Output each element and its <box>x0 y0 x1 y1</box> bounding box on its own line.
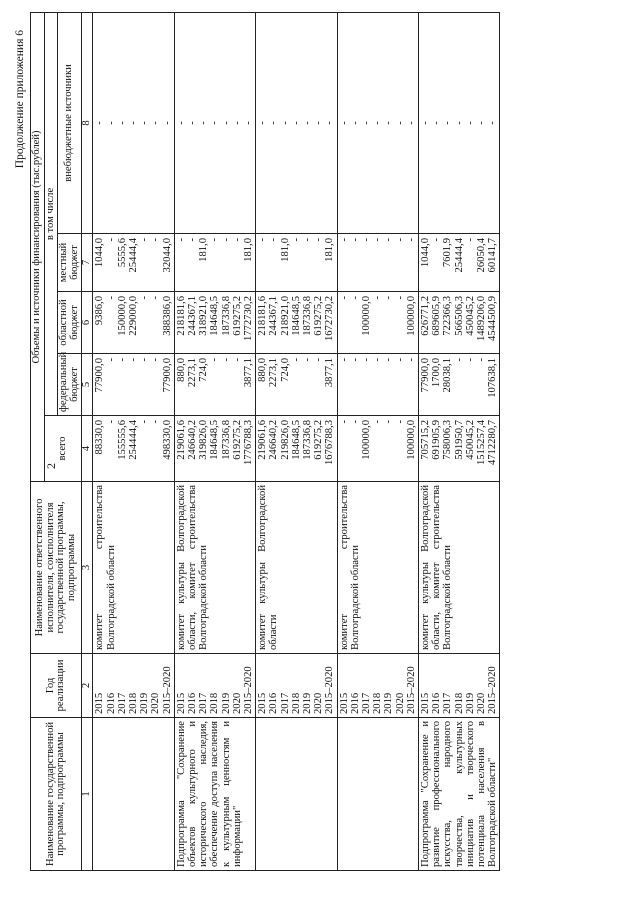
local-value: - <box>257 238 269 242</box>
local-value: 7601,9 <box>442 238 454 268</box>
regional-value: 619275,2 <box>231 296 243 336</box>
local-cell <box>256 234 337 292</box>
header-including: в том числе <box>44 12 58 415</box>
federal-value: - <box>361 358 373 362</box>
total-value: - <box>150 420 162 424</box>
table-row <box>256 12 337 870</box>
federal-value: 3877,1 <box>324 358 336 388</box>
local-value: - <box>383 238 395 242</box>
regional-value: 450045,2 <box>464 296 476 336</box>
total-value: 619275,2 <box>231 420 243 460</box>
total-value: 1776788,3 <box>243 420 255 466</box>
year-value: 2015–2020 <box>161 666 173 714</box>
total-value: 88330,0 <box>94 420 106 455</box>
local-value: 32044,0 <box>161 238 173 273</box>
extra-value: - <box>442 121 454 125</box>
extra-value: - <box>116 121 128 125</box>
year-value: 2015 <box>420 692 432 714</box>
local-value: - <box>431 238 443 242</box>
regional-value: 184648,5 <box>290 296 302 336</box>
federal-value: - <box>476 358 488 362</box>
extra-value: - <box>231 121 243 125</box>
regional-value: 9386,0 <box>94 296 106 326</box>
federal-value: - <box>209 358 221 362</box>
total-value: 187336,8 <box>220 420 232 460</box>
year-value: 2015–2020 <box>243 666 255 714</box>
local-value: - <box>349 238 361 242</box>
local-value: 5555,6 <box>116 238 128 268</box>
total-value: 187336,8 <box>302 420 314 460</box>
local-value: - <box>231 238 243 242</box>
year-value: 2019 <box>464 692 476 714</box>
regional-cell <box>256 292 337 354</box>
federal-cell <box>419 354 500 416</box>
years-cell <box>93 654 174 718</box>
total-value: 450045,2 <box>464 420 476 460</box>
extra-value: - <box>243 121 255 125</box>
table-row <box>93 12 174 870</box>
local-cell <box>174 234 255 292</box>
extra-value: - <box>453 121 465 125</box>
table-body <box>93 12 500 870</box>
total-value: 155555,6 <box>116 420 128 460</box>
year-value: 2020 <box>231 692 243 714</box>
total-value: 219826,0 <box>279 420 291 460</box>
year-value: 2020 <box>476 692 488 714</box>
regional-value: 619275,2 <box>313 296 325 336</box>
year-value: 2015 <box>257 692 269 714</box>
extra-value: - <box>198 121 210 125</box>
total-cell <box>93 416 174 482</box>
local-value: 60141,7 <box>487 238 499 273</box>
federal-value: 2273,1 <box>187 358 198 388</box>
regional-value: 566506,3 <box>453 296 465 336</box>
extra-value: - <box>175 121 187 125</box>
total-value: - <box>105 420 117 424</box>
years-cell <box>256 654 337 718</box>
extra-value: - <box>139 121 151 125</box>
total-value: 219061,6 <box>175 420 187 460</box>
extra-value: - <box>161 121 173 125</box>
local-value: - <box>187 238 198 242</box>
regional-value: 626771,2 <box>420 296 432 336</box>
federal-cell <box>337 354 418 416</box>
total-value: 100000,0 <box>361 420 373 460</box>
extra-value: - <box>94 121 106 125</box>
regional-value: 100000,0 <box>405 296 417 336</box>
total-value: - <box>394 420 406 424</box>
regional-value: 218921,0 <box>279 296 291 336</box>
extra-value: - <box>464 121 476 125</box>
extra-cell <box>419 12 500 233</box>
colnum: 5 <box>82 354 93 416</box>
total-value: 319826,0 <box>198 420 210 460</box>
year-value: 2017 <box>279 692 291 714</box>
program-name-cell <box>256 718 337 871</box>
federal-value: 2273,1 <box>268 358 280 388</box>
federal-value: 77900,0 <box>94 358 106 393</box>
federal-value: - <box>372 358 384 362</box>
extra-value: - <box>150 121 162 125</box>
total-value: 705715,2 <box>420 420 432 460</box>
regional-value: 722366,3 <box>442 296 454 336</box>
header-program: Наименование государственной программы, подпрограммы <box>31 718 82 871</box>
total-value: 1515257,4 <box>476 420 488 466</box>
local-value: - <box>372 238 384 242</box>
colnum: 1 <box>82 718 93 871</box>
regional-value: - <box>349 296 361 300</box>
regional-value: 1772730,2 <box>243 296 255 342</box>
year-value: 2018 <box>209 692 221 714</box>
regional-value: - <box>372 296 384 300</box>
year-value: 2015 <box>175 692 187 714</box>
local-value: 25444,4 <box>453 238 465 273</box>
executor-cell: комитет строительства Волгоградской области <box>337 482 418 654</box>
extra-value: - <box>290 121 302 125</box>
total-value: 498330,0 <box>161 420 173 460</box>
colnum: 2 <box>82 654 93 718</box>
federal-value: - <box>231 358 243 362</box>
year-value: 2019 <box>139 692 151 714</box>
extra-cell <box>174 12 255 233</box>
total-value: 184648,5 <box>290 420 302 460</box>
local-value: 181,0 <box>243 238 255 262</box>
federal-value: - <box>338 358 350 362</box>
regional-value: 1672730,2 <box>324 296 336 342</box>
local-value: - <box>361 238 373 242</box>
local-value: 1044,0 <box>420 238 432 268</box>
local-value: 181,0 <box>198 238 210 262</box>
column-numbers-row <box>82 12 93 870</box>
federal-value: - <box>453 358 465 362</box>
extra-value: - <box>324 121 336 125</box>
regional-value: - <box>150 296 162 300</box>
page-number: 2 <box>44 463 58 469</box>
years-cell <box>419 654 500 718</box>
year-value: 2015 <box>338 692 350 714</box>
header-regional: областной бюджет <box>58 292 82 354</box>
extra-value: - <box>338 121 350 125</box>
regional-value: 229000,0 <box>127 296 139 336</box>
federal-value: - <box>464 358 476 362</box>
year-value: 2016 <box>105 692 117 714</box>
local-value: - <box>290 238 302 242</box>
header-financing: Объемы и источники финансирования (тыс.рублей) <box>31 12 45 481</box>
federal-value: - <box>394 358 406 362</box>
federal-value: 28038,1 <box>442 358 454 393</box>
federal-value: 880,0 <box>257 358 269 382</box>
year-value: 2020 <box>150 692 162 714</box>
extra-value: - <box>268 121 280 125</box>
local-value: - <box>175 238 187 242</box>
regional-value: 218181,6 <box>257 296 269 336</box>
regional-value: - <box>383 296 395 300</box>
extra-value: - <box>257 121 269 125</box>
extra-value: - <box>383 121 395 125</box>
year-value: 2020 <box>394 692 406 714</box>
regional-value: 244367,1 <box>187 296 198 336</box>
federal-value: - <box>405 358 417 362</box>
regional-value: 1489206,0 <box>476 296 488 342</box>
regional-cell <box>419 292 500 354</box>
federal-value: 880,0 <box>175 358 187 382</box>
regional-value: 187336,8 <box>302 296 314 336</box>
local-cell <box>93 234 174 292</box>
local-value: - <box>464 238 476 242</box>
extra-value: - <box>105 121 117 125</box>
extra-cell <box>93 12 174 233</box>
federal-value: 77900,0 <box>420 358 432 393</box>
total-value: 184648,5 <box>209 420 221 460</box>
local-value: 1044,0 <box>94 238 106 268</box>
extra-cell <box>256 12 337 233</box>
regional-cell <box>337 292 418 354</box>
regional-value: 184648,5 <box>209 296 221 336</box>
federal-value: - <box>290 358 302 362</box>
extra-value: - <box>361 121 373 125</box>
local-value: - <box>313 238 325 242</box>
regional-cell <box>174 292 255 354</box>
year-value: 2017 <box>198 692 210 714</box>
total-cell <box>337 416 418 482</box>
year-value: 2019 <box>220 692 232 714</box>
year-value: 2018 <box>372 692 384 714</box>
federal-value: - <box>220 358 232 362</box>
total-value: 591950,7 <box>453 420 465 460</box>
year-value: 2018 <box>453 692 465 714</box>
regional-value: - <box>105 296 117 300</box>
federal-value: - <box>150 358 162 362</box>
federal-value: - <box>127 358 139 362</box>
colnum: 4 <box>82 416 93 482</box>
regional-value: 150000,0 <box>116 296 128 336</box>
program-name-cell <box>337 718 418 871</box>
regional-value: - <box>139 296 151 300</box>
total-value: - <box>349 420 361 424</box>
federal-value: 724,0 <box>279 358 291 382</box>
extra-value: - <box>420 121 432 125</box>
local-value: - <box>268 238 280 242</box>
year-value: 2016 <box>187 692 198 714</box>
table-row <box>419 12 500 870</box>
federal-cell <box>174 354 255 416</box>
local-value: 26050,4 <box>476 238 488 273</box>
total-value: 1676788,3 <box>324 420 336 466</box>
regional-value: 218181,6 <box>175 296 187 336</box>
regional-value: 689605,9 <box>431 296 443 336</box>
total-value: - <box>372 420 384 424</box>
extra-value: - <box>349 121 361 125</box>
total-value: 4712280,7 <box>487 420 499 466</box>
header-executor: Наименование ответственного исполнителя, соисполнителя государственной программы, подпрограммы <box>31 482 82 654</box>
year-value: 2019 <box>383 692 395 714</box>
year-value: 2016 <box>349 692 361 714</box>
years-cell <box>337 654 418 718</box>
local-value: - <box>302 238 314 242</box>
program-name-cell <box>93 718 174 871</box>
year-value: 2017 <box>442 692 454 714</box>
total-value: 219061,6 <box>257 420 269 460</box>
header-local: местный бюджет <box>58 234 82 292</box>
table-row <box>174 12 255 870</box>
federal-value: - <box>105 358 117 362</box>
federal-value: 3877,1 <box>243 358 255 388</box>
total-value: 100000,0 <box>405 420 417 460</box>
extra-value: - <box>302 121 314 125</box>
colnum: 8 <box>82 12 93 233</box>
total-cell <box>174 416 255 482</box>
regional-value: 244367,1 <box>268 296 280 336</box>
total-value: 254444,4 <box>127 420 139 460</box>
local-value: - <box>139 238 151 242</box>
extra-value: - <box>209 121 221 125</box>
year-value: 2015 <box>94 692 106 714</box>
total-value: 758006,3 <box>442 420 454 460</box>
program-name-cell: Подпрограмма "Сохранение и развитие профессионального искусства, народного творчества, культурных инициатив и творческого потенциала населения в Волгоградской области" <box>419 718 500 871</box>
extra-value: - <box>220 121 232 125</box>
year-value: 2017 <box>361 692 373 714</box>
year-value: 2015–2020 <box>487 666 499 714</box>
header-total: всего <box>44 416 82 482</box>
executor-cell: комитет строительства Волгоградской области <box>93 482 174 654</box>
local-cell <box>419 234 500 292</box>
local-value: 181,0 <box>324 238 336 262</box>
local-value: 25444,4 <box>127 238 139 273</box>
regional-value: - <box>394 296 406 300</box>
federal-value: - <box>349 358 361 362</box>
federal-value: 107638,1 <box>487 358 499 398</box>
regional-value: 100000,0 <box>361 296 373 336</box>
year-value: 2017 <box>116 692 128 714</box>
year-value: 2016 <box>268 692 280 714</box>
regional-value: - <box>338 296 350 300</box>
year-value: 2015–2020 <box>405 666 417 714</box>
financing-table <box>30 12 500 871</box>
federal-value: 77900,0 <box>161 358 173 393</box>
total-value: - <box>139 420 151 424</box>
regional-value: 4544500,9 <box>487 296 499 342</box>
colnum: 3 <box>82 482 93 654</box>
extra-value: - <box>487 121 499 125</box>
total-value: - <box>383 420 395 424</box>
extra-value: - <box>394 121 406 125</box>
total-value: 246640,2 <box>268 420 280 460</box>
year-value: 2020 <box>313 692 325 714</box>
federal-cell <box>256 354 337 416</box>
federal-value: 1700,0 <box>431 358 443 388</box>
total-value: 691905,9 <box>431 420 443 460</box>
federal-value: 724,0 <box>198 358 210 382</box>
extra-value: - <box>279 121 291 125</box>
local-value: - <box>209 238 221 242</box>
executor-cell: комитет культуры Волгоградской области <box>256 482 337 654</box>
extra-value: - <box>127 121 139 125</box>
years-cell <box>174 654 255 718</box>
federal-cell <box>93 354 174 416</box>
total-value: - <box>338 420 350 424</box>
federal-value: - <box>302 358 314 362</box>
colnum: 6 <box>82 292 93 354</box>
local-value: - <box>338 238 350 242</box>
total-cell <box>256 416 337 482</box>
header-federal: федеральный бюджет <box>58 354 82 416</box>
extra-value: - <box>405 121 417 125</box>
total-cell <box>419 416 500 482</box>
extra-value: - <box>476 121 488 125</box>
program-name-cell: Подпрограмма "Сохранение объектов культурного и исторического наследия, обеспечение доступа населения к культурным ценностям и информации" <box>174 718 255 871</box>
total-value: 246640,2 <box>187 420 198 460</box>
extra-value: - <box>313 121 325 125</box>
year-value: 2018 <box>127 692 139 714</box>
regional-cell <box>93 292 174 354</box>
local-value: - <box>105 238 117 242</box>
extra-value: - <box>431 121 443 125</box>
extra-value: - <box>187 121 198 125</box>
header-extra: внебюджетные источники <box>58 12 82 233</box>
extra-value: - <box>372 121 384 125</box>
federal-value: - <box>139 358 151 362</box>
federal-value: - <box>313 358 325 362</box>
year-value: 2018 <box>290 692 302 714</box>
local-value: 181,0 <box>279 238 291 262</box>
regional-value: 318921,0 <box>198 296 210 336</box>
local-value: - <box>394 238 406 242</box>
regional-value: 187336,8 <box>220 296 232 336</box>
header-year: Год реализации <box>31 654 82 718</box>
total-value: 619275,2 <box>313 420 325 460</box>
federal-value: - <box>383 358 395 362</box>
colnum: 7 <box>82 234 93 292</box>
local-value: - <box>220 238 232 242</box>
year-value: 2015–2020 <box>324 666 336 714</box>
local-cell <box>337 234 418 292</box>
year-value: 2019 <box>302 692 314 714</box>
table-row <box>337 12 418 870</box>
local-value: - <box>150 238 162 242</box>
executor-cell: комитет культуры Волгоградской области, комитет строительства Волгоградской области <box>174 482 255 654</box>
federal-value: - <box>116 358 128 362</box>
extra-cell <box>337 12 418 233</box>
executor-cell: комитет культуры Волгоградской области, комитет строительства Волгоградской области <box>419 482 500 654</box>
continuation-label: Продолжение приложения 6 <box>14 30 26 169</box>
local-value: - <box>405 238 417 242</box>
regional-value: 388386,0 <box>161 296 173 336</box>
year-value: 2016 <box>431 692 443 714</box>
